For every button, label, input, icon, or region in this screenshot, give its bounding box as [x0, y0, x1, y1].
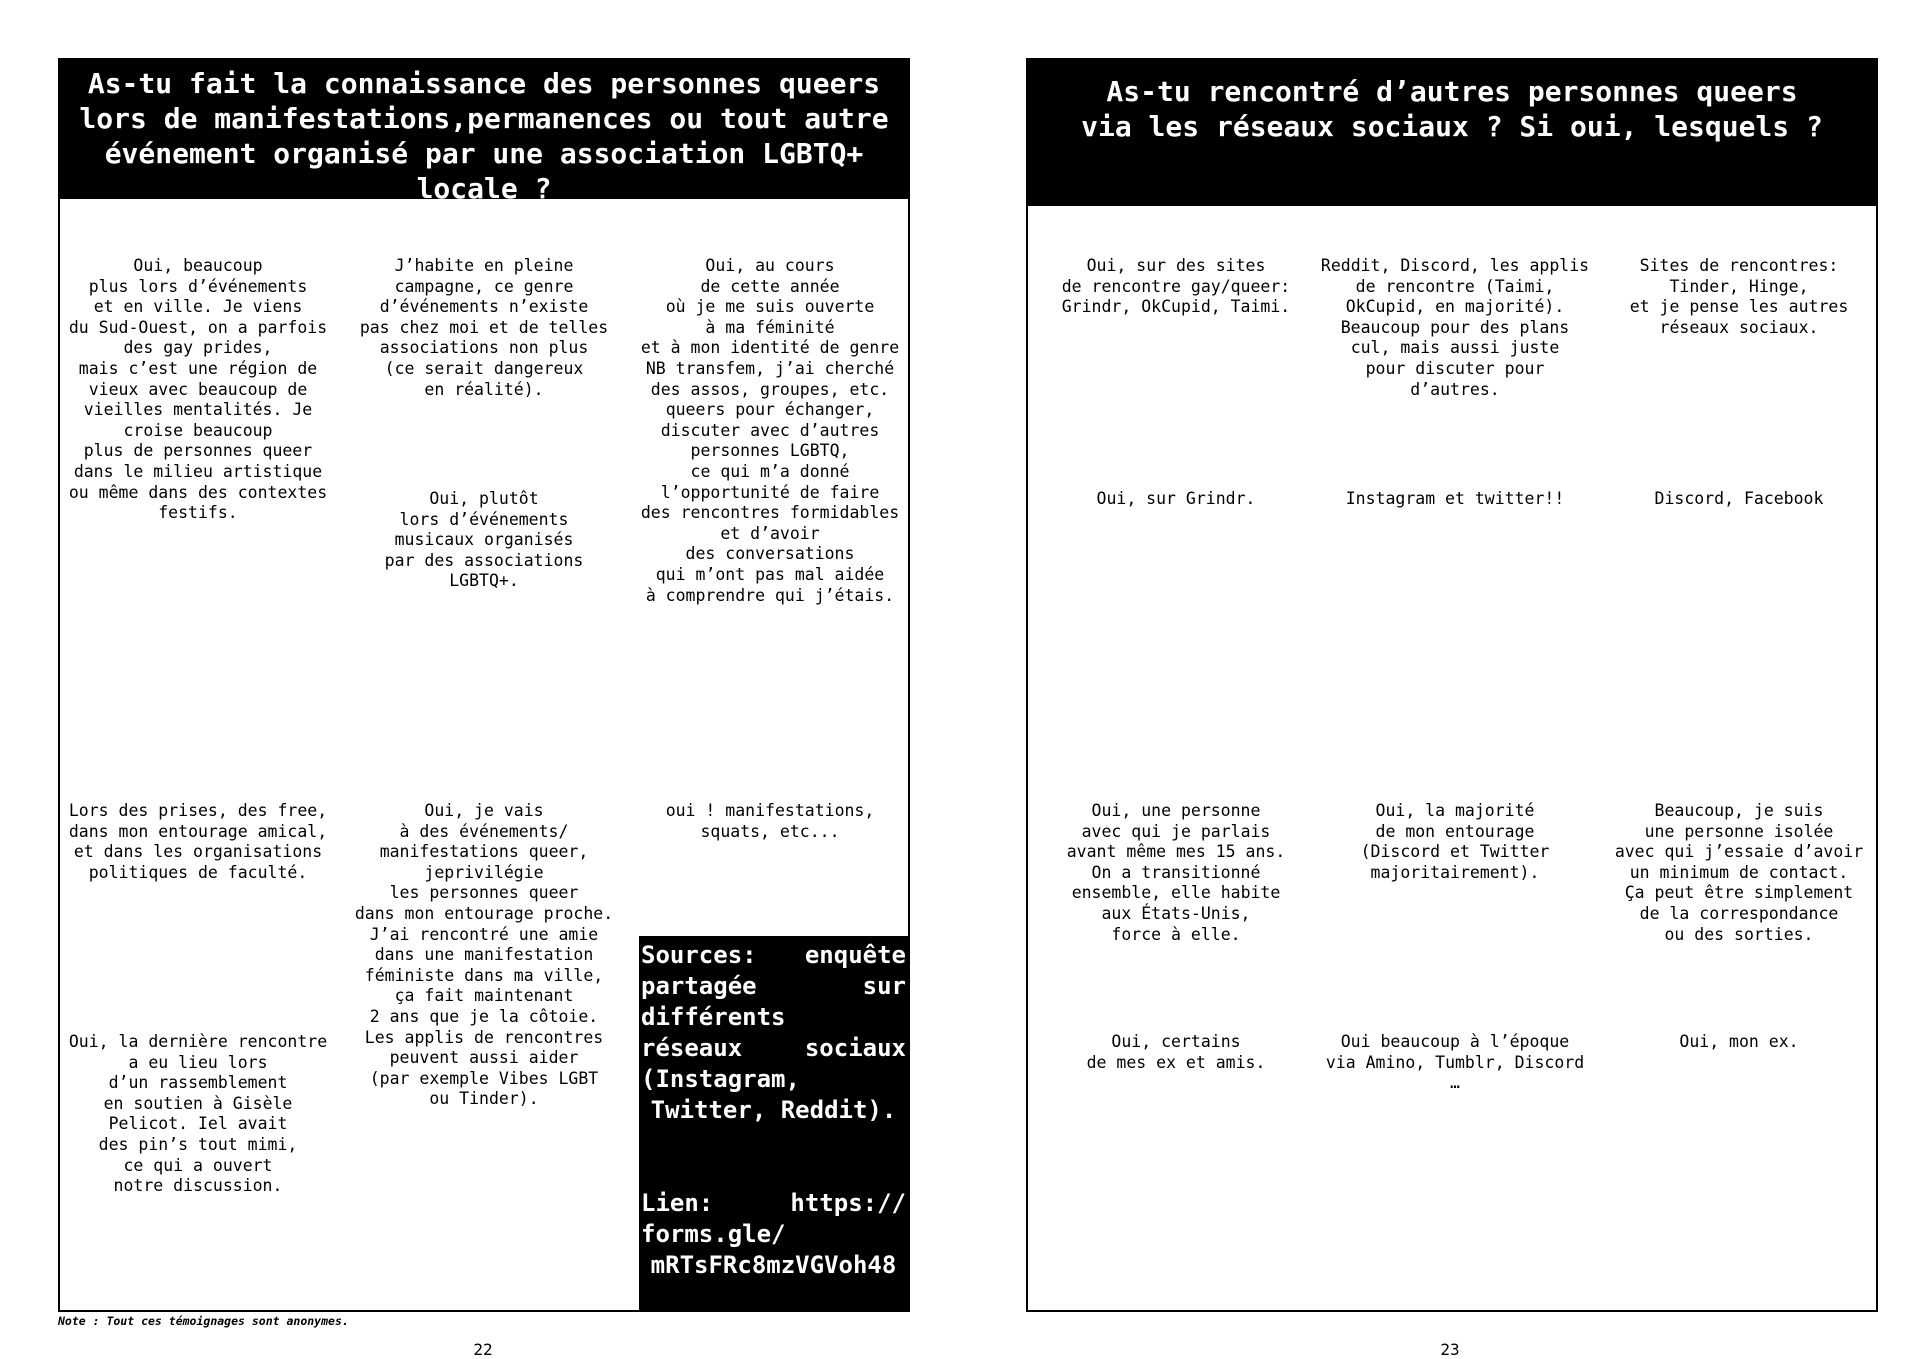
link-line[interactable]: forms.gle/	[641, 1220, 786, 1248]
right-answer-7: Oui, une personne avec qui je parlais avant même mes 15 ans. On a transitionné ensemble, elle habite aux États-Unis, force à elle.	[1066, 801, 1286, 944]
left-page-question-header: As-tu fait la connaissance des personnes queers lors de manifestations,permanences ou tout autre événement organisé par une association LGBTQ+ locale ?	[58, 58, 910, 199]
right-answer-2: Reddit, Discord, les applis de rencontre (Taimi, OkCupid, en majorité). Beaucoup pour des plans cul, mais aussi juste pour discuter pour d’autres.	[1320, 256, 1590, 399]
sources-line: Sources: enquête	[641, 941, 906, 969]
right-answer-8: Oui, la majorité de mon entourage (Discord et Twitter majoritairement).	[1360, 801, 1550, 882]
sources-line: partagée sur	[641, 972, 906, 1000]
left-answer-4: Oui, plutôt lors d’événements musicaux organisés par des associations LGBTQ+.	[384, 489, 584, 591]
sources-line: réseaux sociaux	[641, 1034, 906, 1062]
right-answer-3: Sites de rencontres: Tinder, Hinge, et je pense les autres réseaux sociaux.	[1629, 256, 1849, 337]
right-answer-11: Oui beaucoup à l’époque via Amino, Tumblr, Discord …	[1325, 1032, 1585, 1093]
sources-line: Twitter, Reddit).	[650, 1096, 897, 1124]
left-answer-3: Oui, au cours de cette année où je me suis ouverte à ma féminité et à mon identité de genre NB transfem, j’ai cherché des assos, groupes, etc. queers pour échanger, discuter avec d’autres personnes LGBTQ, ce qui m’a donné l’opportunité de faire des rencontres formidables et d’avoir des conversations qui m’ont pas mal aidée à comprendre qui j’étais.	[640, 256, 900, 605]
page-number-right: 23	[1440, 1340, 1460, 1359]
sources-box	[639, 936, 908, 1310]
right-answer-4: Oui, sur Grindr.	[1096, 489, 1256, 508]
right-answer-10: Oui, certains de mes ex et amis.	[1086, 1032, 1266, 1072]
left-answer-5: Lors des prises, des free, dans mon entourage amical, et dans les organisations politiques de faculté.	[68, 801, 328, 882]
anonymity-note: Note : Tout ces témoignages sont anonymes.	[58, 1314, 349, 1328]
sources-line: (Instagram,	[641, 1065, 800, 1093]
sources-line: différents	[641, 1003, 786, 1031]
left-answer-2: J’habite en pleine campagne, ce genre d’événements n’existe pas chez moi et de telles associations non plus (ce serait dangereux en réalité).	[359, 256, 609, 399]
left-answer-7: oui ! manifestations, squats, etc...	[665, 801, 875, 841]
left-answer-1: Oui, beaucoup plus lors d’événements et en ville. Je viens du Sud-Ouest, on a parfois des gay prides, mais c’est une région de vieux avec beaucoup de vieilles mentalités. Je croise beaucoup plus de personnes queer dans le milieu artistique ou même dans des contextes festifs.	[68, 256, 328, 523]
link-line[interactable]: Lien: https://	[641, 1189, 906, 1217]
right-answer-6: Discord, Facebook	[1654, 489, 1824, 508]
right-answer-9: Beaucoup, je suis une personne isolée avec qui j’essaie d’avoir un minimum de contact. Ça peut être simplement de la correspondance ou des sorties.	[1614, 801, 1864, 944]
right-answer-1: Oui, sur des sites de rencontre gay/queer: Grindr, OkCupid, Taimi.	[1061, 256, 1291, 317]
left-answer-6: Oui, je vais à des événements/ manifestations queer, jeprivilégie les personnes queer dans mon entourage proche. J’ai rencontré une amie dans une manifestation féministe dans ma ville, ça fait maintenant 2 ans que je la côtoie. Les applis de rencontres peuvent aussi aider (par exemple Vibes LGBT ou Tinder).	[354, 801, 614, 1109]
right-answer-12: Oui, mon ex.	[1679, 1032, 1799, 1051]
page-number-left: 22	[473, 1340, 493, 1359]
left-answer-8: Oui, la dernière rencontre a eu lieu lors d’un rassemblement en soutien à Gisèle Pelicot. Iel avait des pin’s tout mimi, ce qui a ouvert notre discussion.	[68, 1032, 328, 1196]
link-line[interactable]: mRTsFRc8mzVGVoh48	[650, 1251, 897, 1279]
right-answer-5: Instagram et twitter!!	[1345, 489, 1565, 508]
right-page-question-header: As-tu rencontré d’autres personnes queers via les réseaux sociaux ? Si oui, lesquels ?	[1026, 58, 1878, 206]
right-page-frame	[1026, 58, 1878, 1312]
